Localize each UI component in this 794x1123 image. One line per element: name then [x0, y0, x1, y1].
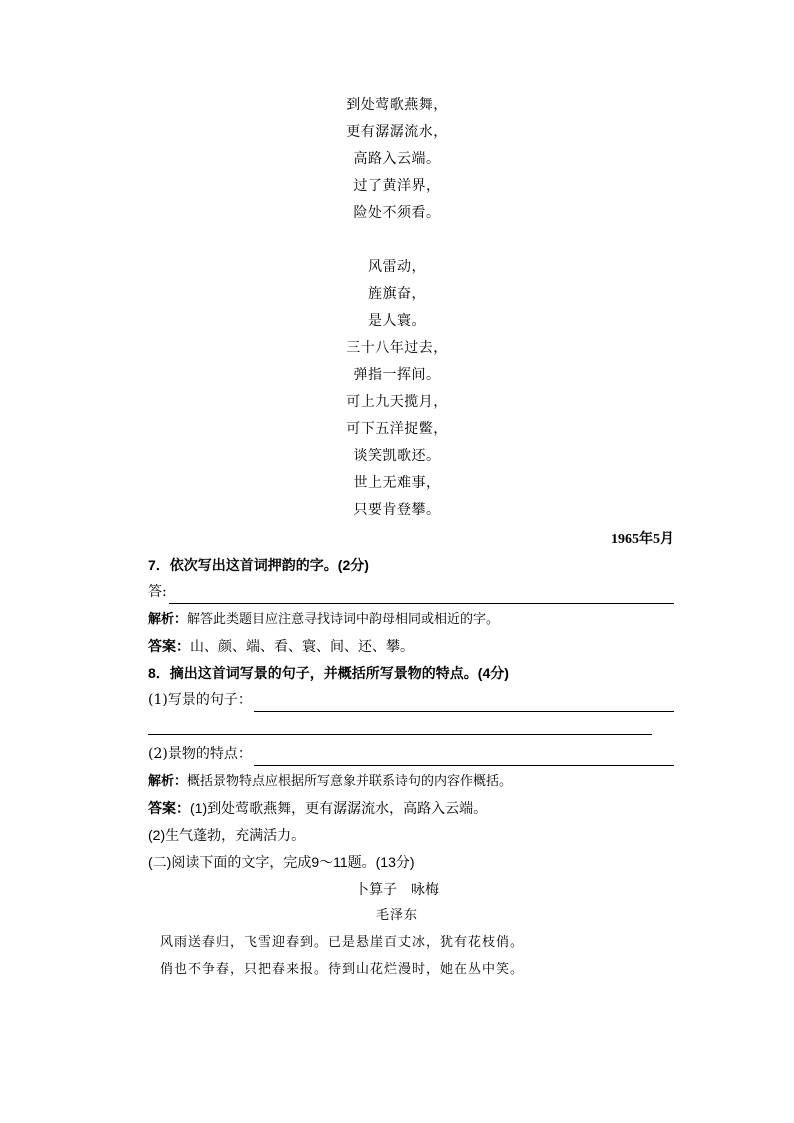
analysis-label: 解析：	[148, 611, 188, 626]
poem-date: 1965年5月	[611, 532, 674, 547]
answer-key-text: 山、颜、端、看、寰、间、还、攀。	[190, 638, 414, 654]
poem-line: 可下五洋捉鳖，	[346, 421, 448, 437]
answer-blank-line[interactable]	[254, 748, 674, 766]
verse-line: 俏也不争春，只把春来报。待到山花烂漫时，她在丛中笑。	[160, 962, 525, 977]
poem-line: 险处不须看。	[353, 205, 441, 221]
poem-line: 更有潺潺流水，	[346, 124, 448, 140]
poem-author: 毛泽东	[375, 908, 418, 923]
poem-line: 高路入云端。	[353, 151, 441, 167]
part2-label: (2)景物的特点：	[148, 746, 252, 762]
verse-line: 风雨送春归，飞雪迎春到。已是悬崖百丈冰，犹有花枝俏。	[160, 935, 525, 950]
answer-key-label: 答案：	[148, 800, 190, 816]
analysis-label: 解析：	[148, 773, 188, 788]
poem-line: 谈笑凯歌还。	[353, 448, 441, 464]
answer-blank-line[interactable]	[148, 734, 652, 735]
analysis-text: 概括景物特点应根据所写意象并联系诗句的内容作概括。	[187, 774, 513, 789]
question-8-answer-key	[148, 796, 674, 820]
poem-title: 卜算子 咏梅	[355, 881, 439, 897]
part1-label: (1)写景的句子：	[148, 692, 252, 708]
poem-block	[0, 92, 794, 524]
poem-line: 弹指一挥间。	[353, 367, 441, 383]
question-7-title: 7．依次写出这首词押韵的字。(2分)	[148, 557, 369, 573]
question-8-answer-key-2: (2)生气蓬勃，充满活力。	[148, 827, 306, 843]
answer-key-text-1: (1)到处莺歌燕舞，更有潺潺流水，高路入云端。	[190, 800, 488, 816]
question-8-title: 8．摘出这首词写景的句子，并概括所写景物的特点。(4分)	[148, 665, 509, 681]
answer-key-label: 答案：	[148, 638, 190, 654]
poem-line: 风雷动，	[368, 259, 426, 275]
question-7-answer-field[interactable]	[148, 580, 674, 604]
poem-line: 世上无难事，	[353, 475, 441, 491]
stanza-gap	[0, 227, 794, 254]
question-7-answer-key	[148, 634, 674, 658]
poem-line: 旌旗奋，	[368, 286, 426, 302]
poem-line: 只要肯登攀。	[353, 502, 441, 518]
poem-line: 是人寰。	[368, 313, 426, 329]
poem-line: 三十八年过去，	[346, 340, 448, 356]
answer-blank-line[interactable]	[254, 694, 674, 712]
analysis-text: 解答此类题目应注意寻找诗词中韵母相同或相近的字。	[187, 612, 500, 627]
question-7-analysis	[148, 607, 674, 631]
poem-line: 到处莺歌燕舞，	[346, 97, 448, 113]
section-2-heading: (二)阅读下面的文字，完成9～11题。(13分)	[148, 854, 415, 870]
question-8-part2-field[interactable]	[148, 742, 674, 766]
answer-label: 答:	[148, 584, 167, 600]
question-8-analysis	[148, 769, 674, 793]
poem-line: 过了黄洋界，	[353, 178, 441, 194]
answer-blank-line[interactable]	[169, 586, 674, 604]
question-8-part1-field[interactable]	[148, 688, 674, 712]
poem-line: 可上九天揽月，	[346, 394, 448, 410]
